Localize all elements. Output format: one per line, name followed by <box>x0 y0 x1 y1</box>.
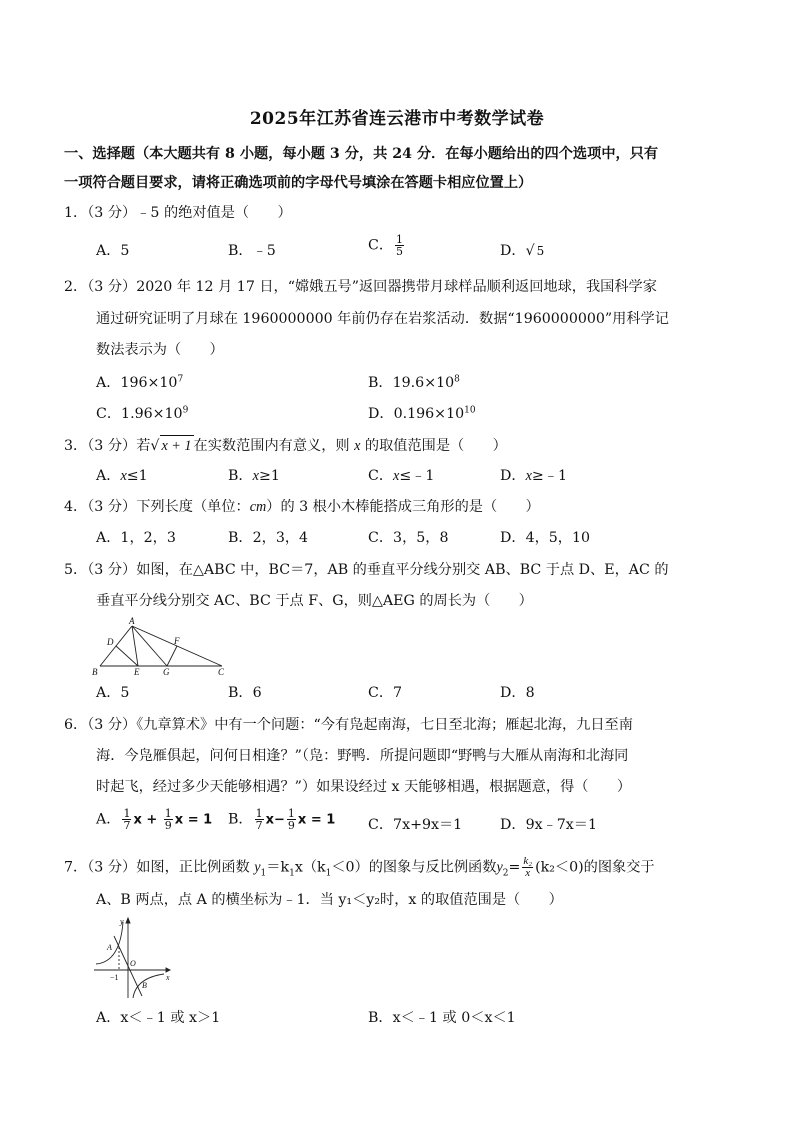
segment-fg <box>167 646 177 666</box>
option-c-base: C．1.96×10 <box>96 406 183 422</box>
question-4-stem <box>64 497 540 517</box>
fraction-denominator: x <box>525 867 531 879</box>
function-graph-figure <box>92 914 174 1000</box>
option-a-text: ≤1 <box>126 468 148 484</box>
question-7-option-a: A．x＜﹣1 或 x＞1 <box>96 1010 221 1026</box>
label-e: E <box>134 667 140 676</box>
question-5-option-d: D．8 <box>500 685 535 701</box>
label-d: D <box>107 637 114 647</box>
question-3-text-pre: （3 分）若 <box>87 438 151 454</box>
variable-x: x <box>525 468 532 484</box>
fraction-numerator: 1 <box>123 807 131 820</box>
variable-x: x <box>393 468 400 484</box>
question-4-option-c: C．3，5，8 <box>368 530 449 546</box>
question-7-eq-b: x（k <box>294 859 326 876</box>
question-5-text-1: （3 分）如图，在△ABC 中，BC＝7，AB 的垂直平分线分别交 AB、BC 于点 D、E，AC 的 <box>87 562 669 578</box>
question-5-number: 5． <box>64 562 88 578</box>
label-b: B <box>92 667 98 676</box>
subscript-1: 1 <box>289 868 295 879</box>
variable-x: x <box>120 468 127 484</box>
question-1-option-a: A．5 <box>96 243 130 259</box>
fraction-denominator: 9 <box>287 819 295 832</box>
question-3-text-end: 的取值范围是（ ） <box>360 438 507 454</box>
question-7-cond2: (k₂＜0)的图象交于 <box>535 859 655 876</box>
variable-x: x <box>252 468 259 484</box>
question-7-number: 7． <box>64 859 88 876</box>
question-7-text-pre: （3 分）如图，正比例函数 <box>87 859 255 876</box>
fraction-one-fifth <box>395 234 404 257</box>
question-3-number: 3． <box>64 438 88 454</box>
question-2-option-d <box>368 404 476 424</box>
question-7-line1: 7．（3 分）如图，正比例函数 $y_1=k_1x(k_1<0)$的图象与反比例函数$y_2=$ $\frac{\text{k₂}}{x}$ (k₂＜0)的图象交于 <box>64 855 655 879</box>
y-axis-arrow <box>126 918 130 923</box>
subscript-1: 1 <box>325 868 332 879</box>
option-b-end: x = 1 <box>297 812 336 828</box>
option-b-label: B． <box>228 811 253 828</box>
fraction-denominator: 7 <box>123 819 131 832</box>
x-axis-arrow <box>166 968 170 972</box>
question-2-text-1: （3 分）2020 年 12 月 17 日，“嫦娥五号”返回器携带月球样品顺利返回地球，我国科学家 <box>87 279 657 295</box>
radicand-expression: x + 1 <box>160 435 193 456</box>
option-b-mid: x− <box>265 812 285 828</box>
hyperbola-branch-right <box>133 974 164 998</box>
option-d-text: ≥﹣1 <box>531 468 567 484</box>
fraction-numerator: 1 <box>164 807 172 820</box>
question-6-option-a <box>96 808 212 831</box>
fraction-numerator: 1 <box>255 807 263 820</box>
fraction-numerator: 1 <box>396 233 404 246</box>
option-c-exponent: 9 <box>182 405 189 416</box>
fraction-one-ninth <box>164 808 173 831</box>
question-7-cond1: ＜0）的图象与反比例函数 <box>331 859 497 876</box>
question-2-option-b <box>368 373 460 393</box>
question-7-line2: A、B 两点，点 A 的横坐标为﹣1．当 y₁＜y₂时，x 的取值范围是（ ） <box>96 892 563 908</box>
sqrt-symbol: √ <box>525 243 535 259</box>
question-6-option-c: C．7x+9x＝1 <box>368 817 463 833</box>
label-a: A <box>107 943 112 952</box>
fraction-denominator: 7 <box>255 819 263 832</box>
question-4-option-a: A．1，2，3 <box>96 530 176 546</box>
segment-de <box>116 646 138 666</box>
subscript-1: 1 <box>260 868 267 879</box>
section-heading <box>64 140 744 198</box>
question-7-eq: ＝k <box>266 859 290 876</box>
variable-y2: y <box>496 859 503 876</box>
subscript-2: 2 <box>502 868 509 879</box>
triangle-figure <box>92 614 232 676</box>
question-4-text-post: ）的 3 根小木棒能搭成三角形的是（ ） <box>266 499 540 515</box>
exam-title: 2025年江苏省连云港市中考数学试卷 <box>249 109 545 129</box>
option-b-text: ≥1 <box>258 468 280 484</box>
question-3-option-d: D．x≥﹣1 <box>500 468 567 484</box>
question-4-text-pre: （3 分）下列长度（单位： <box>87 499 250 515</box>
fraction-numerator: k₂ <box>523 855 533 867</box>
unit-cm: cm <box>249 499 267 515</box>
question-3-text-mid: 在实数范围内有意义，则 <box>193 438 355 454</box>
question-2-line2: 通过研究证明了月球在 1960000000 年前仍存在岩浆活动．数据“1960000000”用科学记 <box>96 311 669 327</box>
label-minus-one: −1 <box>110 973 119 982</box>
question-1-option-b: B．﹣5 <box>228 243 276 259</box>
question-6-line2: 海．今凫雁俱起，问何日相逢？”（凫：野鸭．所提问题即“野鸭与大雁从南海和北海同 <box>96 748 629 764</box>
option-d-exponent: 10 <box>464 405 476 416</box>
label-x: x <box>166 973 170 982</box>
question-2-option-c <box>96 404 188 424</box>
label-a: A <box>129 616 135 626</box>
option-a-mid: x + <box>133 812 162 828</box>
question-3-option-a: A．x≤1 <box>96 468 148 484</box>
sqrt-symbol: √ <box>150 438 160 454</box>
variable-x: x <box>354 438 361 454</box>
option-a-exponent: 7 <box>177 374 184 385</box>
fraction-denominator: 9 <box>164 819 172 832</box>
question-6-line1 <box>64 715 633 735</box>
question-6-number: 6． <box>64 717 88 733</box>
question-2-line3: 数法表示为（ ） <box>96 342 224 358</box>
fraction-one-ninth <box>287 808 296 831</box>
question-3-option-b: B．x≥1 <box>228 468 280 484</box>
fraction-k2-over-x <box>522 856 533 879</box>
question-4-option-d: D．4，5，10 <box>500 530 591 546</box>
option-a-base: A．196×10 <box>96 375 178 391</box>
question-6-text-1: （3 分）《九章算术》中有一个问题：“今有凫起南海，七日至北海；雁起北海，九日至南 <box>87 717 633 733</box>
label-g: G <box>163 667 170 676</box>
option-d-base: D．0.196×10 <box>368 406 465 422</box>
question-7-option-b: B．x＜﹣1 或 0＜x＜1 <box>368 1010 516 1026</box>
question-2-line1 <box>64 277 657 297</box>
question-3-option-c: C．x≤﹣1 <box>368 468 435 484</box>
question-2-option-a <box>96 373 183 393</box>
question-6-line3: 时起飞，经过多少天能够相遇？”）如果设经过 x 天能够相遇，根据题意，得（ ） <box>96 779 632 795</box>
option-c-label: C． <box>368 237 394 254</box>
question-4-option-b: B．2，3，4 <box>228 530 309 546</box>
question-3-stem <box>64 435 507 456</box>
question-5-line2: 垂直平分线分别交 AC、BC 于点 F、G，则△AEG 的周长为（ ） <box>96 593 533 609</box>
question-5-option-c: C．7 <box>368 685 403 701</box>
option-a-end: x = 1 <box>174 812 213 828</box>
question-1-text: （3 分）﹣5 的绝对值是（ ） <box>87 205 292 221</box>
label-b: B <box>142 981 147 990</box>
question-1-number: 1． <box>64 205 88 221</box>
radicand: 5 <box>536 244 545 258</box>
label-o: O <box>130 959 136 968</box>
option-d-label: D． <box>500 243 526 259</box>
fraction-denominator: 5 <box>396 245 404 258</box>
fraction-one-seventh <box>122 808 131 831</box>
section-heading-line1: 一、选择题（本大题共有 8 小题，每小题 3 分，共 24 分．在每小题给出的四个选项中，只有 <box>64 146 659 162</box>
fraction-one-seventh <box>255 808 264 831</box>
variable-y1: y <box>254 859 261 876</box>
option-b-base: B．19.6×10 <box>368 375 455 391</box>
section-heading-line2: 一项符合题目要求，请将正确选项前的字母代号填涂在答题卡相应位置上） <box>64 175 533 191</box>
option-b-exponent: 8 <box>454 374 460 385</box>
label-c: C <box>218 667 225 676</box>
question-2-number: 2． <box>64 279 88 295</box>
question-1-option-c <box>368 234 406 257</box>
question-1-stem <box>64 203 292 223</box>
question-4-number: 4． <box>64 499 88 515</box>
question-5-option-a: A．5 <box>96 685 130 701</box>
label-y: y <box>120 917 124 926</box>
question-5-line1 <box>64 560 669 580</box>
label-f: F <box>174 636 180 646</box>
question-1-option-d <box>500 241 546 261</box>
fraction-numerator: 1 <box>287 807 295 820</box>
option-a-label: A． <box>96 811 121 828</box>
question-6-option-d: D．9x﹣7x＝1 <box>500 817 598 833</box>
question-5-option-b: B．6 <box>228 685 262 701</box>
option-c-text: ≤﹣1 <box>399 468 435 484</box>
question-6-option-b <box>228 808 335 831</box>
